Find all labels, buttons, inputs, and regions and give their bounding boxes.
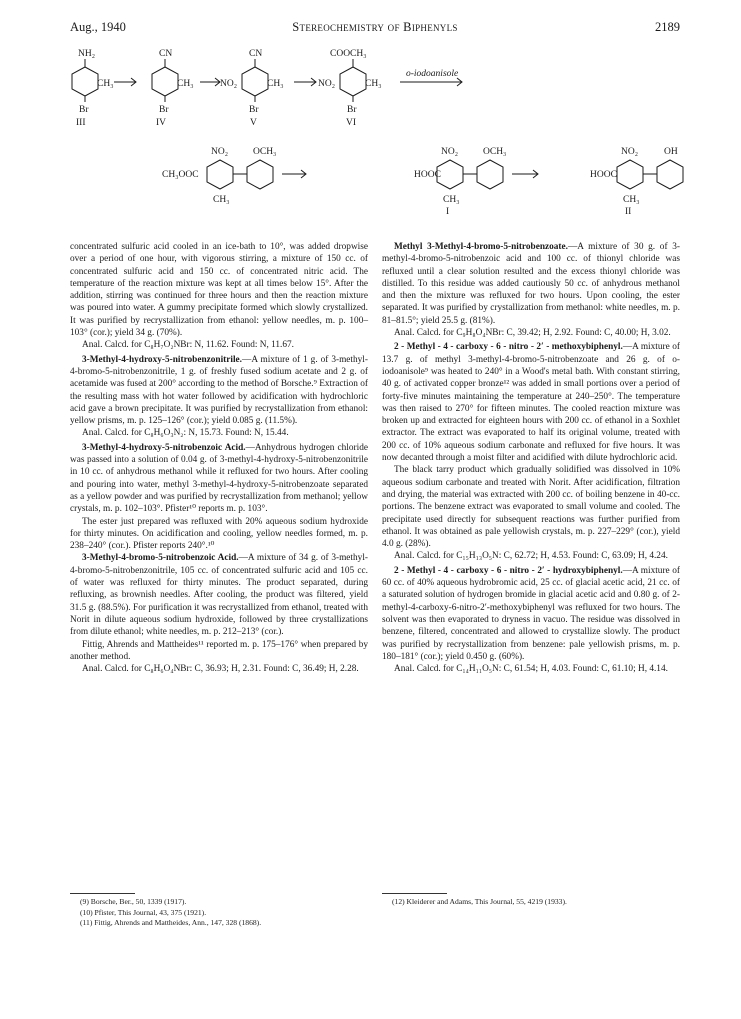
paragraph [382,241,680,327]
paragraph: The ester just prepared was refluxed with 20% aqueous sodium hydroxide for thirty minutes. On acidification and cooling, yellow needles formed, m. p. 238–240° (cor.). Pfister reports 240°.¹⁰ [70,516,368,552]
analysis-line: Anal. Calcd. for C₁₄H₁₁O₅N: C, 61.54; H, 4.03. Found: C, 61.10; H, 4.14. [394,664,668,675]
V-top-group: CN [249,49,263,59]
paragraph-body: —A mixture of 30 g. of 3-methyl-4-bromo-5-nitrobenzoic acid and 100 cc. of thionyl chloride was refluxed until a clear solution resulted and the excess thionyl chloride was distilled. To this residue was added cautiously 50 cc. of anhydrous methanol and then the mixture was refluxed for two hours. Upon cooling, the ester separated. It was purified by crystallization from methanol: white needles, m. p. 81–81.5°; yield 25.5 g. (81%). [382,242,680,326]
benzene-ring-V [242,67,268,96]
VI-top-group: COOCH₃ [330,49,367,59]
footnotes-right [382,893,680,908]
paragraph [70,552,368,638]
paragraph-body: —A mixture of 13.7 g. of methyl 3-methyl-4-bromo-5-nitrobenzoate and 26 g. of o-iodoanisole⁹ was heated to 240° in a Wood's metal bath. With constant stirring, 40 g. of activated copper bronze¹² was added in small portions over a period of forty-five minutes maintaining the temperature at 240–250°. The temperature was then raised to 270° for fifteen minutes. The cooled reaction mixture was broken up and extracted for eighteen hours with 200 cc. of ethanol in a Soxhlet extractor. The extract was evaporated to half its original volume, treated with 200 cc. of 10% aqueous sodium carbonate and refluxed for five hours. It was now decanted through a moist filter and acidified with dilute hydrochloric acid. [382,342,680,464]
compound-label-V: V [250,118,257,128]
section-heading: 2 - Methyl - 4 - carboxy - 6 - nitro - 2′ - hydroxybiphenyl. [394,565,623,576]
reaction-scheme-drawing [70,46,685,236]
issue-date: Aug., 1940 [70,20,126,34]
paragraph-body: —Anhydrous hydrogen chloride was passed into a solution of 0.04 g. of 3-methyl-4-hydroxy-5-nitrobenzonitrile in 10 cc. of anhydrous methanol while it refluxed for two hours. After cooling and pouring into water, methyl 3-methyl-4-hydroxy-5-nitrobenzoate separated as a yellow powder and was purified by recrystallization from methanol; yellow crystals, m. p. 102–103°. Pfister¹⁰ reports m. p. 103°. [70,442,368,515]
page-number: 2189 [655,20,680,34]
ester-methoxy: OCH₃ [253,147,277,157]
compound-label-III: III [76,118,86,128]
paragraph-body: —A mixture of 34 g. of 3-methyl-4-bromo-5-nitrobenzonitrile, 105 cc. of concentrated sulfuric acid and 105 cc. of water was refluxed for thirty minutes. The product separated, during refluxing, as brownish needles. After cooling, the product was filtered, yield 31.5 g. (88.5%). For purification it was recrystallized from ethanol, treated with Norit in dilute aqueous sodium hydroxide, followed by three crystallizations from dilute ethanol; white needles, m. p. 212–213° (cor.). [70,553,368,638]
compound-label-I: I [446,207,450,217]
analysis-line: Anal. Calcd. for C₈H₆O₄NBr: C, 36.93; H, 2.31. Found: C, 36.49; H, 2.28. [82,664,359,675]
benzene-ring-VI [340,67,366,96]
footnote-rule [70,893,135,894]
compound-label-IV: IV [156,118,167,128]
paragraph: Fittig, Ahrends and Mattheides¹¹ reported m. p. 175–176° when prepared by another method. [70,639,368,662]
paragraph [70,354,368,428]
section-heading: 3-Methyl-4-bromo-5-nitrobenzoic Acid. [82,553,239,564]
compound-label-VI: VI [346,118,357,128]
II-nitro: NO₂ [621,147,639,157]
III-substituent: CH₃ [97,79,114,89]
section-heading: Methyl 3-Methyl-4-bromo-5-nitrobenzoate. [394,242,568,252]
I-nitro: NO₂ [441,147,459,157]
I-methoxy: OCH₃ [483,147,507,157]
footnotes-left [70,893,368,929]
ring-ester-a [207,160,233,189]
analysis-line: Anal. Calcd. for C₁₅H₁₃O₅N: C, 62.72; H, 4.53. Found: C, 63.09; H, 4.24. [394,551,668,562]
section-heading: 3-Methyl-4-hydroxy-5-nitrobenzonitrile. [82,354,243,365]
footnote: (12) Kleiderer and Adams, This Journal, 55, 4219 (1933). [392,897,567,906]
II-left-group: HOOC [590,170,617,180]
footnote: (11) Fittig, Ahrends and Mattheides, Ann., 147, 328 (1868). [80,918,262,927]
V-nitro-group: NO₂ [220,79,238,89]
section-heading: 3-Methyl-4-hydroxy-5-nitrobenzoic Acid. [82,442,246,453]
reaction-scheme [70,46,685,236]
VI-bottom-group: Br [347,105,357,115]
running-title: Stereochemistry of Biphenyls [292,20,458,34]
VI-nitro-group: NO₂ [318,79,336,89]
analysis-line: Anal. Calcd. for C₈H₆O₃N₂: N, 15.73. Found: N, 15.44. [82,428,289,439]
II-methyl: CH₃ [623,195,640,205]
paragraph [70,442,368,516]
paragraph: concentrated sulfuric acid cooled in an ice-bath to 10°, was added dropwise over a period of one hour, with vigorous stirring, a mixture of 150 cc. of concentrated sulfuric acid and 150 cc. of concentrated nitric acid. The temperature of the reaction mixture was kept at all times below 15°. After the addition, stirring was continued for three hours and then the reaction mixture was poured into water. A gummy precipitate formed which slowly crystallized. It was purified by recrystallization from ethanol: yellow needles, m. p. 100–103° (cor.); yield 34 g. (70%). [70,242,368,339]
reagent-label: o-iodoanisole [406,69,459,79]
running-header [70,20,680,38]
II-hydroxy: OH [664,147,678,157]
right-column [382,241,680,677]
III-top-group: NH₂ [78,49,96,59]
ester-methyl: CH₃ [213,195,230,205]
ring-II-b [657,160,683,189]
IV-substituent: CH₃ [177,79,194,89]
compound-label-II: II [625,207,632,217]
footnote: (9) Borsche, Ber., 50, 1339 (1917). [80,897,187,906]
III-bottom-group: Br [79,105,89,115]
section-heading: 2 - Methyl - 4 - carboxy - 6 - nitro - 2′ - methoxybiphenyl. [394,342,623,353]
footnote-rule [382,893,447,894]
paragraph [382,565,680,663]
ring-II-a [617,160,643,189]
I-methyl: CH₃ [443,195,460,205]
paragraph [382,341,680,464]
benzene-ring-III [72,67,98,96]
I-left-group: HOOC [414,170,441,180]
analysis-line: Anal. Calcd. for C₉H₈O₄NBr: C, 39.42; H, 2.92. Found: C, 40.00; H, 3.02. [394,328,671,339]
V-substituent: CH₃ [267,79,284,89]
ester-nitro: NO₂ [211,147,229,157]
ring-ester-b [247,160,273,189]
ring-I-b [477,160,503,189]
ester-left-group: CH₃OOC [162,170,199,180]
footnote: (10) Pfister, This Journal, 43, 375 (1921). [80,907,207,917]
paragraph-body: —A mixture of 1 g. of 3-methyl-4-bromo-5-nitrobenzonitrile, 1 g. of freshly fused sodium acetate and 2 g. of acetamide was fused at 200° according to the method of Borsche.⁹ Extraction of the resulting mass with hot water followed by acidification with hydrochloric acid gave a brown precipitate. It was purified by recrystallization from ethanol: yellow prisms, m. p. 125–126° (cor.); yield 0.085 g. (11.5%). [70,354,368,427]
analysis-line: Anal. Calcd. for C₈H₇O₂NBr: N, 11.62. Found: N, 11.67. [82,340,295,351]
V-bottom-group: Br [249,105,259,115]
left-column [70,241,368,677]
benzene-ring-IV [152,67,178,96]
IV-bottom-group: Br [159,105,169,115]
paragraph-body: —A mixture of 60 cc. of 40% aqueous hydrobromic acid, 25 cc. of glacial acetic acid, 21 cc. of a saturated solution of hydrogen bromide in glacial acetic acid and 0.80 g. of 2-methyl-4-carboxy-6-nitro-2′-methoxybiphenyl was refluxed for two hours. The solvent was then evaporated to dryness in vacuo. The residue was dissolved in benzene, filtered, concentrated and allowed to crystallize slowly. The product was purified by recrystallization from benzene: pale yellowish prisms, m. p. 180–181° (cor.); yield 0.450 g. (60%). [382,565,681,662]
VI-substituent: CH₃ [365,79,382,89]
IV-top-group: CN [159,49,173,59]
paragraph: The black tarry product which gradually solidified was dissolved in 10% aqueous sodium carbonate and treated with Norit. After acidification, filtration and drying, the material was extracted with 200 cc. of boiling benzene in 40-cc. portions. The benzene extract was evaporated to small volume and cooled. The precipitate used directly for subsequent reactions was further purified from ethanol. It was obtained as pale yellowish crystals, m. p. 227–229° (cor.), yield 4.0 g. (28%). [382,465,680,550]
